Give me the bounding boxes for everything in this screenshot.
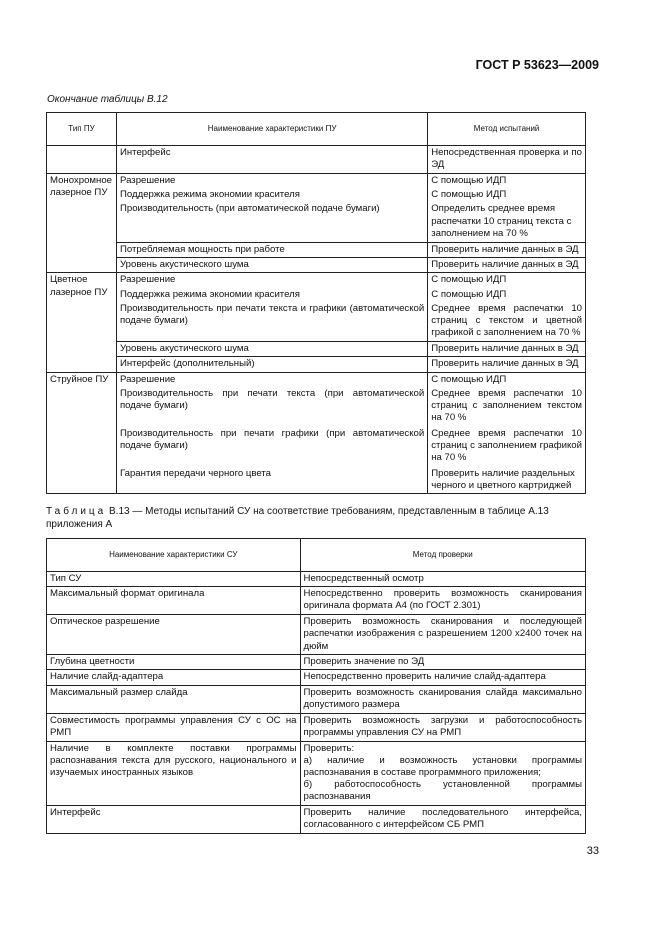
characteristic-cell: Наличие слайд-адаптера xyxy=(47,670,301,685)
characteristic-cell: Разрешение xyxy=(116,273,427,288)
characteristic-cell: Производительность (при автоматической подаче бумаги) xyxy=(116,202,427,242)
table-row xyxy=(47,258,586,273)
method-cell: Проверить возможность сканирования и последующей распечатки изображения с разрешением 1200 х2400 точек на дюйм xyxy=(300,615,585,655)
table-header-row xyxy=(47,113,586,146)
table-row xyxy=(47,302,586,342)
characteristic-cell: Совместимость программы управления СУ с ОС на РМП xyxy=(47,713,301,741)
table-row xyxy=(47,342,586,357)
table-row xyxy=(47,655,586,670)
characteristic-cell: Поддержка режима экономии красителя xyxy=(116,188,427,202)
method-cell: Среднее время распечатки 10 страниц с текстом и цветной графикой с заполнением на 70 % xyxy=(428,302,586,342)
column-header: Метод испытаний xyxy=(428,113,586,146)
table-row xyxy=(47,685,586,713)
characteristic-cell: Оптическое разрешение xyxy=(47,615,301,655)
column-header: Наименование характеристики ПУ xyxy=(116,113,427,146)
method-cell xyxy=(300,741,585,805)
characteristic-cell: Производительность при печати графики (при автоматической подаче бумаги) xyxy=(116,427,427,467)
method-cell: Проверить наличие последовательного интерфейса, согласованного с интерфейсом СБ РМП xyxy=(300,805,585,833)
type-cell: Цветное лазерное ПУ xyxy=(47,273,117,372)
table-row xyxy=(47,288,586,302)
table-row xyxy=(47,387,586,427)
table-row xyxy=(47,188,586,202)
method-cell: С помощью ИДП xyxy=(428,174,586,189)
characteristic-cell: Поддержка режима экономии красителя xyxy=(116,288,427,302)
type-cell xyxy=(47,146,117,174)
method-cell: Проверить значение по ЭД xyxy=(300,655,585,670)
method-cell: С помощью ИДП xyxy=(428,372,586,387)
table-header-row xyxy=(47,539,586,572)
table-row xyxy=(47,572,586,587)
table-row xyxy=(47,467,586,494)
method-line: Проверить: xyxy=(303,742,355,754)
method-cell: С помощью ИДП xyxy=(428,273,586,288)
table-row xyxy=(47,670,586,685)
characteristic-cell: Максимальный формат оригинала xyxy=(47,587,301,615)
table-b12 xyxy=(46,112,586,494)
standard-header: ГОСТ Р 53623—2009 xyxy=(475,58,599,72)
characteristic-cell: Уровень акустического шума xyxy=(116,342,427,357)
characteristic-cell: Гарантия передачи черного цвета xyxy=(116,467,427,494)
method-cell: Среднее время распечатки 10 страниц с заполнением графикой на 70 % xyxy=(428,427,586,467)
method-cell: Проверить наличие данных в ЭД xyxy=(428,242,586,257)
method-cell: С помощью ИДП xyxy=(428,188,586,202)
table-row xyxy=(47,273,586,288)
method-cell: Проверить наличие раздельных черного и цветного картриджей xyxy=(428,467,586,494)
characteristic-cell: Производительность при печати текста и графики (автоматической подаче бумаги) xyxy=(116,302,427,342)
characteristic-cell: Глубина цветности xyxy=(47,655,301,670)
table-row xyxy=(47,741,586,805)
characteristic-cell: Разрешение xyxy=(116,174,427,189)
characteristic-cell: Разрешение xyxy=(116,372,427,387)
table-row xyxy=(47,587,586,615)
characteristic-cell: Производительность при печати текста (при автоматической подаче бумаги) xyxy=(116,387,427,427)
type-cell: Монохромное лазерное ПУ xyxy=(47,174,117,273)
column-header: Тип ПУ xyxy=(47,113,117,146)
method-cell: Среднее время распечатки 10 страниц с заполнением текстом на 70 % xyxy=(428,387,586,427)
page-number: 33 xyxy=(586,845,599,857)
characteristic-cell: Наличие в комплекте поставки программы распознавания текста для русского, национального и изучаемых иностранных языков xyxy=(47,741,301,805)
method-cell: Непосредственно проверить возможность сканирования оригинала формата А4 (по ГОСТ 2.301) xyxy=(300,587,585,615)
table-row xyxy=(47,372,586,387)
characteristic-cell: Потребляемая мощность при работе xyxy=(116,242,427,257)
method-cell: Проверить возможность загрузки и работоспособность программы управления СУ на РМП xyxy=(300,713,585,741)
table-row xyxy=(47,202,586,242)
method-line: б) работоспособность установленной программы распознавания xyxy=(303,779,582,803)
characteristic-cell: Максимальный размер слайда xyxy=(47,685,301,713)
table-b13-caption-word: Таблица xyxy=(46,506,107,517)
characteristic-cell: Тип СУ xyxy=(47,572,301,587)
type-cell: Струйное ПУ xyxy=(47,372,117,494)
method-cell: Определить среднее время распечатки 10 страниц текста с заполнением на 70 % xyxy=(428,202,586,242)
method-cell: Проверить наличие данных в ЭД xyxy=(428,357,586,372)
table-b13 xyxy=(46,538,586,834)
characteristic-cell: Уровень акустического шума xyxy=(116,258,427,273)
table-b13-caption-text: В.13 — Методы испытаний СУ на соответствие требованиям, представленным в таблице А.13 приложения А xyxy=(46,506,549,530)
table-row xyxy=(47,805,586,833)
method-cell: Проверить наличие данных в ЭД xyxy=(428,258,586,273)
characteristic-cell: Интерфейс xyxy=(116,146,427,174)
column-header: Метод проверки xyxy=(300,539,585,572)
table-row xyxy=(47,427,586,467)
table-row xyxy=(47,713,586,741)
table-b13-caption xyxy=(46,506,586,531)
characteristic-cell: Интерфейс (дополнительный) xyxy=(116,357,427,372)
method-cell: С помощью ИДП xyxy=(428,288,586,302)
table-row xyxy=(47,174,586,189)
characteristic-cell: Интерфейс xyxy=(47,805,301,833)
table-b12-caption: Окончание таблицы В.12 xyxy=(47,94,168,105)
method-cell: Непосредственная проверка и по ЭД xyxy=(428,146,586,174)
table-row xyxy=(47,242,586,257)
table-row xyxy=(47,146,586,174)
column-header: Наименование характеристики СУ xyxy=(47,539,301,572)
method-line: а) наличие и возможность установки программы распознавания в составе программного приложения; xyxy=(303,754,582,779)
method-cell: Проверить наличие данных в ЭД xyxy=(428,342,586,357)
table-row xyxy=(47,357,586,372)
table-row xyxy=(47,615,586,655)
method-cell: Непосредственно проверить наличие слайд-адаптера xyxy=(300,670,585,685)
method-cell: Проверить возможность сканирования слайда максимально допустимого размера xyxy=(300,685,585,713)
method-cell: Непосредственный осмотр xyxy=(300,572,585,587)
